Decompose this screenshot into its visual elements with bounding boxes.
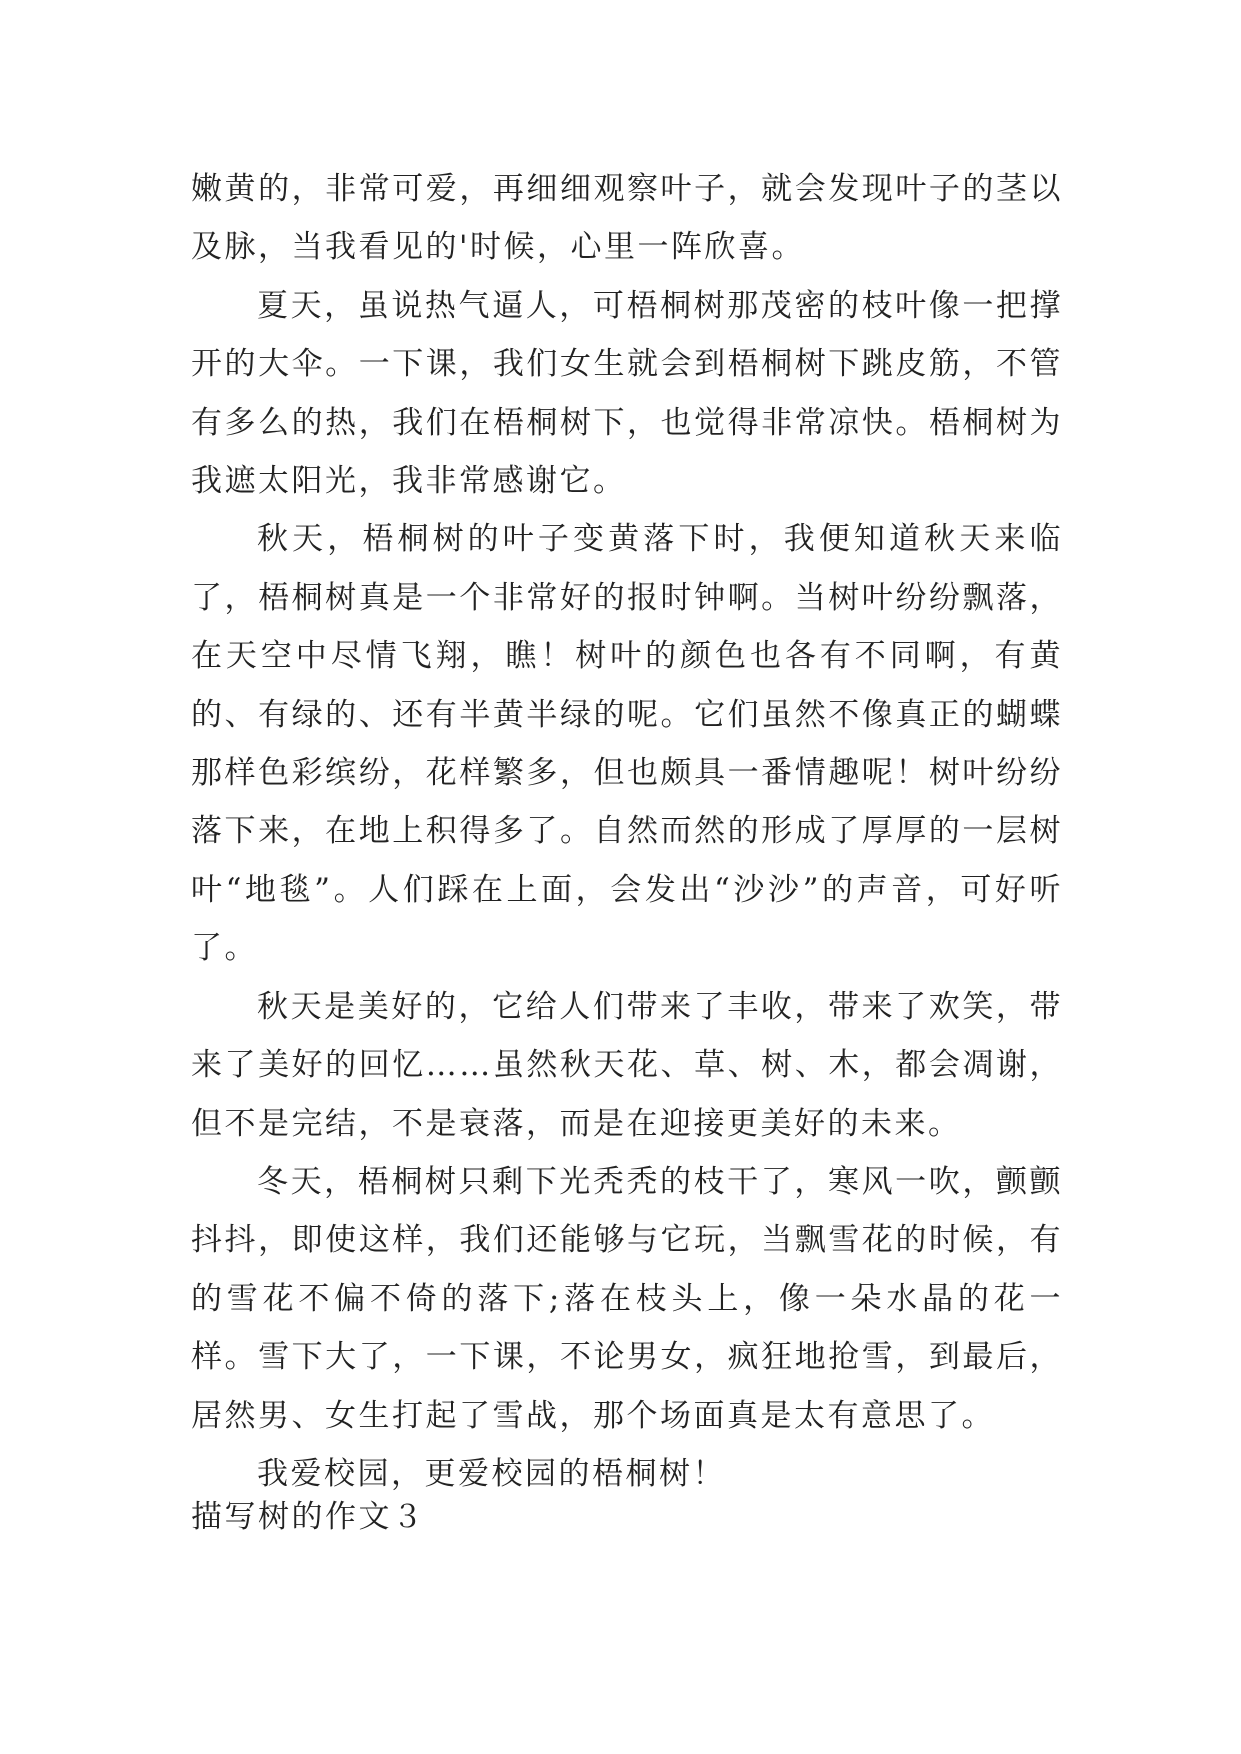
next-essay-heading: 描写树的作文３: [191, 1499, 426, 1535]
paragraph-autumn-reflection: 秋天是美好的，它给人们带来了丰收，带来了欢笑，带来了美好的回忆……虽然秋天花、草、树、木，都会凋谢，但不是完结，不是衰落，而是在迎接更美好的未来。: [191, 988, 1063, 1142]
essay-body: [191, 160, 1063, 1503]
paragraph-continuation: 嫩黄的，非常可爱，再细细观察叶子，就会发现叶子的茎以及脉，当我看见的'时候，心里一阵欣喜。: [191, 171, 1063, 266]
paragraph-winter: 冬天，梧桐树只剩下光秃秃的枝干了，寒风一吹，颤颤抖抖，即使这样，我们还能够与它玩，当飘雪花的时候，有的雪花不偏不倚的落下;落在枝头上，像一朵水晶的花一样。雪下大了，一下课，不论男女，疯狂地抢雪，到最后，居然男、女生打起了雪战，那个场面真是太有意思了。: [191, 1163, 1063, 1434]
paragraph-autumn: 秋天，梧桐树的叶子变黄落下时，我便知道秋天来临了，梧桐树真是一个非常好的报时钟啊。当树叶纷纷飘落，在天空中尽情飞翔，瞧！树叶的颜色也各有不同啊，有黄的、有绿的、还有半黄半绿的呢。它们虽然不像真正的蝴蝶那样色彩缤纷，花样繁多，但也颇具一番情趣呢！树叶纷纷落下来，在地上积得多了。自然而然的形成了厚厚的一层树叶“地毯”。人们踩在上面，会发出“沙沙”的声音，可好听了。: [191, 521, 1063, 967]
paragraph-closing: 我爱校园，更爱校园的梧桐树！: [257, 1455, 726, 1492]
paragraph-summer: 夏天，虽说热气逼人，可梧桐树那茂密的枝叶像一把撑开的大伞。一下课，我们女生就会到梧桐树下跳皮筋，不管有多么的热，我们在梧桐树下，也觉得非常凉快。梧桐树为我遮太阳光，我非常感谢它。: [191, 287, 1063, 500]
